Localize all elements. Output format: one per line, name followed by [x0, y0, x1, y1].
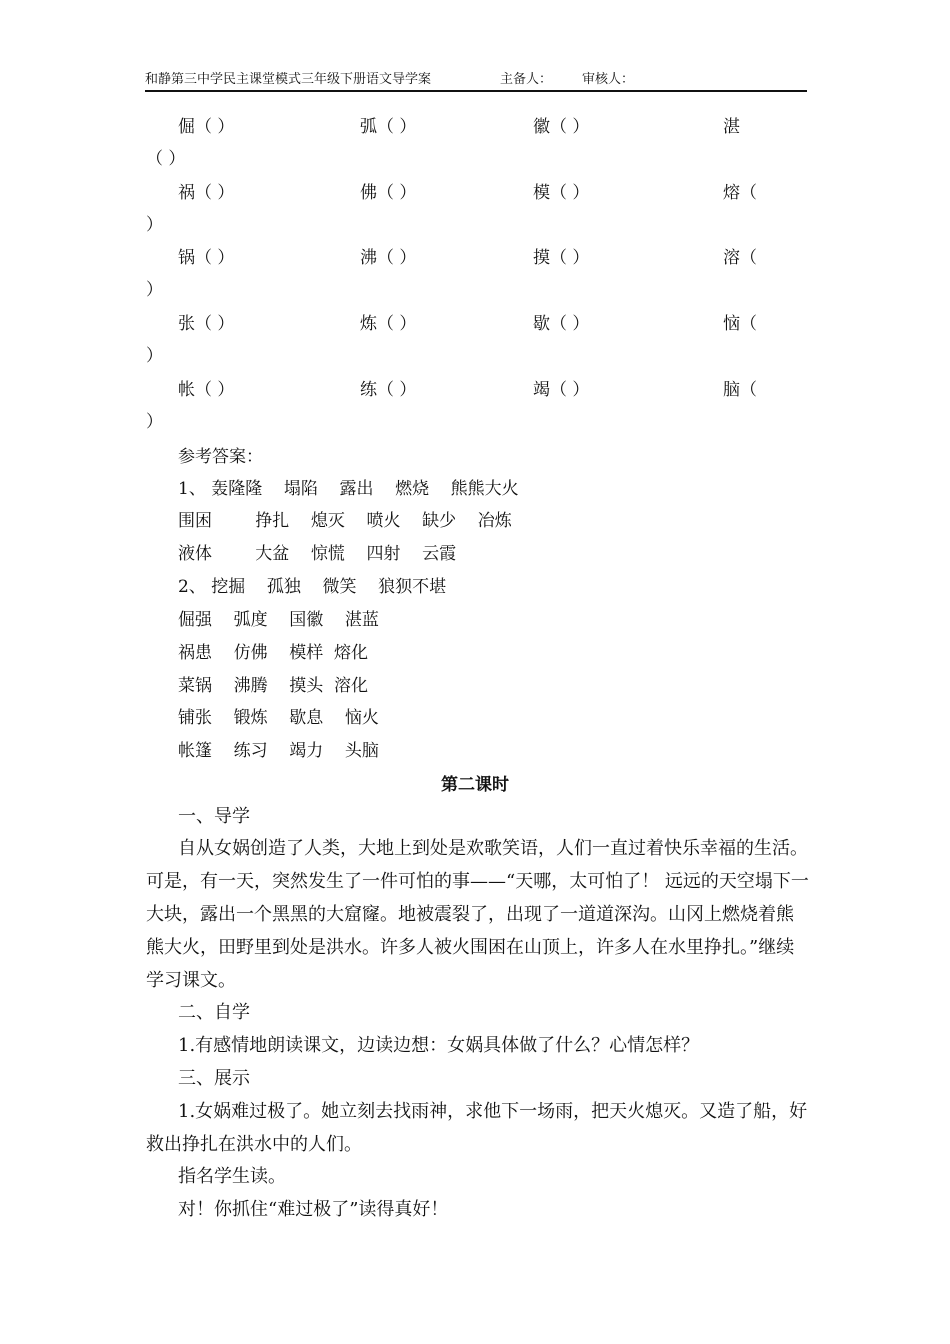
char-cell: 佛（ ） [360, 183, 417, 203]
answer-heading: 参考答案： [178, 447, 263, 467]
section3-item1: 1.女娲难过极了。她立刻去找雨神，求他下一场雨，把天火熄灭。又造了船，好救出挣扎在洪水中的人们。 [146, 1101, 808, 1155]
section1-heading: 一、导学 [178, 806, 250, 827]
header-school: 和静第三中学民主课堂模式三年级下册语文导学案 [145, 72, 432, 87]
char-cell: 炼（ ） [360, 314, 417, 334]
char-cell: 弧（ ） [360, 117, 417, 137]
page-header [145, 72, 807, 92]
section3-heading: 三、展示 [178, 1068, 250, 1089]
char-cell: 熔（ [723, 183, 757, 203]
char-cell: 摸（ ） [533, 248, 590, 268]
char-cell: 歇（ ） [533, 314, 590, 334]
char-cell: 模（ ） [533, 183, 590, 203]
header-preparer: 主备人： [500, 72, 553, 87]
char-cell: 溶（ [723, 248, 757, 268]
section2-heading: 二、自学 [178, 1002, 250, 1023]
char-cell: 锅（ ） [178, 248, 235, 268]
char-cell: 脑（ [723, 380, 757, 400]
section3-line3: 对！你抓住“难过极了”读得真好！ [178, 1199, 449, 1220]
header-reviewer: 审核人： [582, 72, 635, 87]
char-cell: 练（ ） [360, 380, 417, 400]
answer-line: 倔强 弧度 国徽 湛蓝 [178, 610, 379, 630]
answer-line: 液体 大盆 惊慌 四射 云霞 [178, 544, 457, 564]
char-cell: 张（ ） [178, 314, 235, 334]
section3-line2: 指名学生读。 [178, 1166, 286, 1187]
answer-line: 围困 挣扎 熄灭 喷火 缺少 冶炼 [178, 511, 512, 531]
char-cell: 竭（ ） [533, 380, 590, 400]
section1-text: 自从女娲创造了人类，大地上到处是欢歌笑语，人们一直过着快乐幸福的生活。可是，有一天，突然发生了一件可怕的事——“天哪，太可怕了！ 远远的天空塌下一大块，露出一个黑黑的大窟窿。地被震裂了，出现了一道道深沟。山冈上燃烧着熊熊大火，田野里到处是洪水。许多人被火围困在山顶上，许多人在水里挣扎。”继续学习课文。 [146, 838, 809, 991]
lesson-title: 第二课时 [441, 775, 509, 795]
char-cell: 湛 [723, 117, 740, 137]
char-cell: 徽（ ） [533, 117, 590, 137]
char-cell-wrap: ） [146, 412, 163, 432]
answer-line: 2、 挖掘 孤独 微笑 狼狈不堪 [178, 577, 447, 597]
char-cell: 倔（ ） [178, 117, 235, 137]
answer-line: 祸患 仿佛 模样 熔化 [178, 643, 369, 663]
char-cell: 恼（ [723, 314, 757, 334]
char-cell: 帐（ ） [178, 380, 235, 400]
answer-line: 1、 轰隆隆 塌陷 露出 燃烧 熊熊大火 [178, 479, 519, 499]
char-cell-wrap: ） [146, 215, 163, 235]
char-cell-wrap: （ ） [146, 149, 186, 169]
section2-item1: 1.有感情地朗读课文，边读边想：女娲具体做了什么？心情怎样？ [178, 1035, 700, 1056]
answer-line: 菜锅 沸腾 摸头 溶化 [178, 676, 369, 696]
answer-line: 帐篷 练习 竭力 头脑 [178, 741, 379, 761]
char-cell-wrap: ） [146, 346, 163, 366]
section1-paragraph [146, 832, 810, 997]
char-cell-wrap: ） [146, 280, 163, 300]
section3-paragraph [146, 1095, 810, 1161]
answer-line: 铺张 锻炼 歇息 恼火 [178, 708, 379, 728]
char-cell: 祸（ ） [178, 183, 235, 203]
char-cell: 沸（ ） [360, 248, 417, 268]
